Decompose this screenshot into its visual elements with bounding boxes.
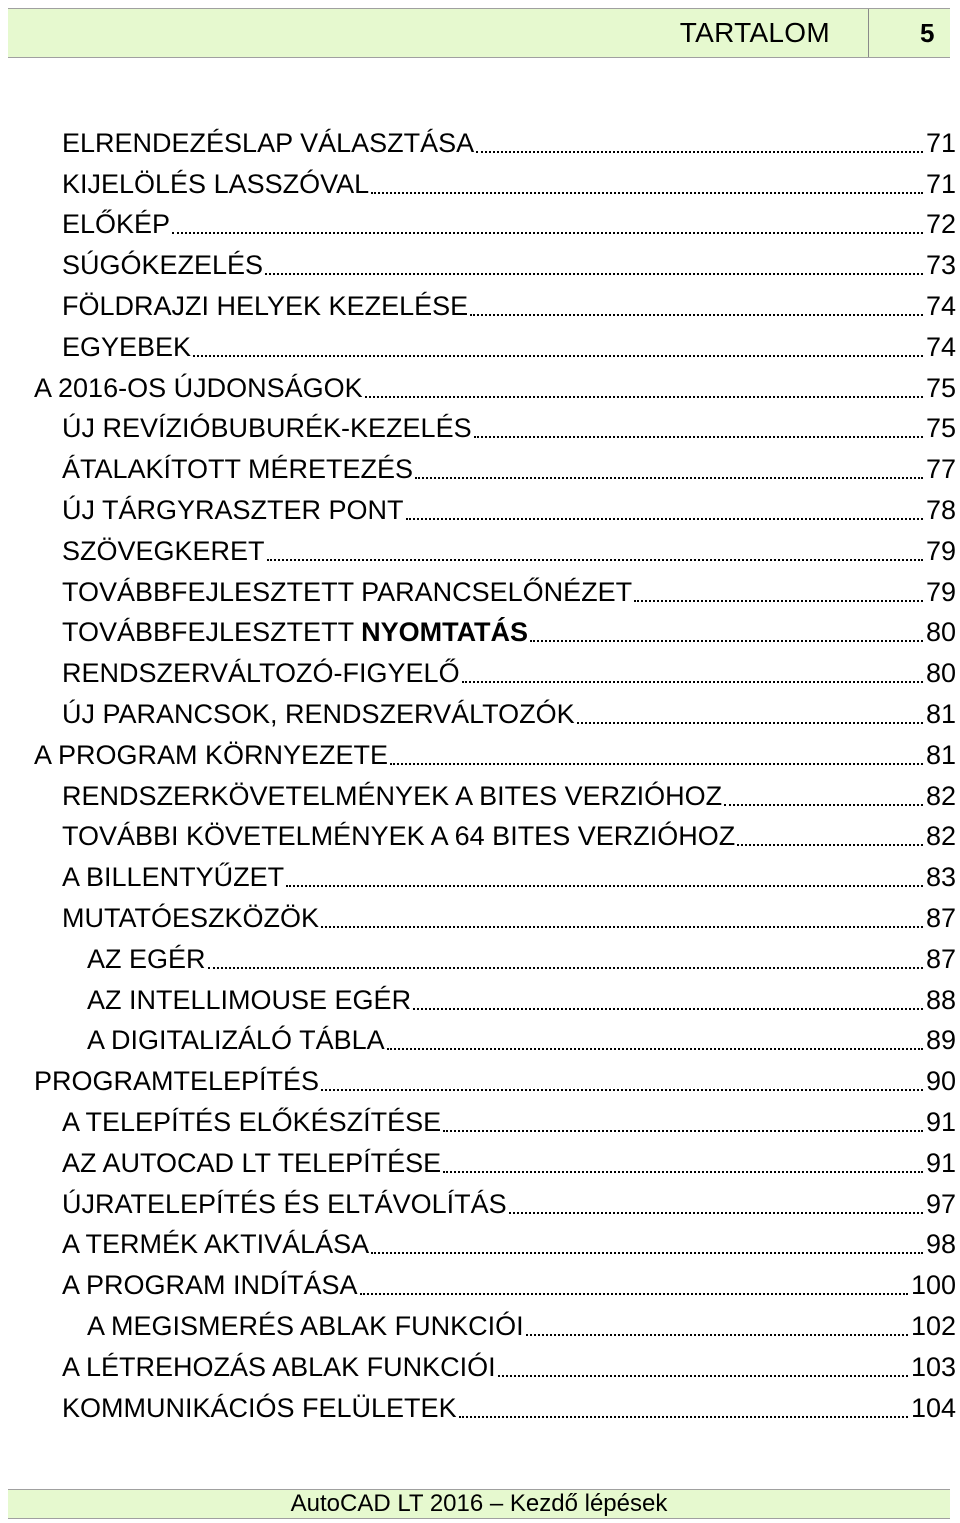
toc-entry-title: ÚJRATELEPÍTÉS ÉS ELTÁVOLÍTÁS	[62, 1188, 507, 1219]
toc-entry-title-bold: NYOMTATÁS	[361, 617, 529, 648]
toc-entry-title: PROGRAMTELEPÍTÉS	[34, 1066, 320, 1097]
toc-entry-page: 81	[925, 739, 956, 770]
toc-entry[interactable]	[0, 817, 960, 858]
toc-entry[interactable]	[0, 286, 960, 327]
dot-leader	[208, 967, 923, 969]
dot-leader	[371, 1252, 923, 1254]
toc-entry-page: 102	[910, 1311, 956, 1341]
toc-entry-title: TOVÁBBFEJLESZTETT NYOMTATÁS	[62, 617, 529, 648]
toc-entry-page: 89	[925, 1025, 956, 1056]
footer-text: AutoCAD LT 2016 – Kezdő lépések	[290, 1490, 668, 1517]
dot-leader	[371, 192, 923, 194]
toc-entry-page: 80	[925, 617, 956, 648]
toc-entry[interactable]	[0, 613, 960, 654]
toc-entry-page: 72	[925, 209, 956, 240]
toc-entry-title: TOVÁBBI KÖVETELMÉNYEK A 64 BITES VERZIÓHOZ	[62, 821, 736, 852]
toc-entry[interactable]	[0, 205, 960, 246]
toc-entry-page: 91	[925, 1147, 956, 1178]
toc-entry-title: AZ INTELLIMOUSE EGÉR	[87, 984, 412, 1015]
dot-leader	[172, 232, 923, 234]
toc-entry-page: 91	[925, 1107, 956, 1138]
toc-entry-title: A 2016-OS ÚJDONSÁGOK	[34, 372, 363, 403]
toc-entry-title: TOVÁBBFEJLESZTETT PARANCSELŐNÉZET	[62, 576, 633, 607]
toc-entry-title: A BILLENTYŰZET	[62, 862, 285, 893]
toc-entry-title: AZ AUTOCAD LT TELEPÍTÉSE	[62, 1147, 442, 1178]
toc-entry[interactable]	[0, 1061, 960, 1102]
toc-entry-title: A PROGRAM INDÍTÁSA	[62, 1270, 358, 1301]
toc-entry-page: 81	[925, 699, 956, 730]
toc-entry[interactable]	[0, 1306, 960, 1347]
toc-entry-title: SZÖVEGKERET	[62, 535, 265, 566]
toc-entry-page: 75	[925, 372, 956, 403]
toc-entry-title: RENDSZERVÁLTOZÓ-FIGYELŐ	[62, 658, 460, 689]
toc-entry[interactable]	[0, 327, 960, 368]
toc-entry-title: ÚJ PARANCSOK, RENDSZERVÁLTOZÓK	[62, 699, 575, 730]
dot-leader	[415, 477, 923, 479]
toc-entry[interactable]	[0, 572, 960, 613]
toc-entry[interactable]	[0, 245, 960, 286]
toc-entry-page: 97	[925, 1188, 956, 1219]
toc-entry-page: 88	[925, 984, 956, 1015]
dot-leader	[470, 314, 923, 316]
toc-entry-page: 100	[910, 1270, 956, 1301]
toc-entry-title: FÖLDRAJZI HELYEK KEZELÉSE	[62, 291, 469, 322]
toc-entry-page: 71	[925, 127, 956, 158]
toc-entry-page: 103	[910, 1351, 956, 1382]
toc-entry-page: 78	[925, 495, 956, 526]
toc-entry[interactable]	[0, 857, 960, 898]
toc-entry-title: MUTATÓESZKÖZÖK	[62, 903, 320, 934]
dot-leader	[724, 804, 923, 806]
toc-entry[interactable]	[0, 490, 960, 531]
toc-entry-page: 87	[925, 943, 956, 974]
page-footer	[8, 1489, 950, 1519]
toc-entry-title: A LÉTREHOZÁS ABLAK FUNKCIÓI	[62, 1351, 496, 1382]
dot-leader	[265, 273, 923, 275]
toc-entry[interactable]	[0, 1265, 960, 1306]
dot-leader	[474, 436, 923, 438]
toc-entry-page: 79	[925, 535, 956, 566]
dot-leader	[365, 396, 923, 398]
toc-entry-page: 74	[925, 331, 956, 362]
toc-entry-title: KOMMUNIKÁCIÓS FELÜLETEK	[62, 1392, 457, 1423]
dot-leader	[634, 600, 923, 602]
toc-entry[interactable]	[0, 1347, 960, 1388]
toc-entry-title: A MEGISMERÉS ABLAK FUNKCIÓI	[87, 1311, 524, 1341]
dot-leader	[443, 1130, 923, 1132]
toc-entry-title: A PROGRAM KÖRNYEZETE	[34, 739, 389, 770]
toc-entry[interactable]	[0, 123, 960, 164]
toc-entry[interactable]	[0, 1143, 960, 1184]
header-title: TARTALOM	[679, 17, 830, 48]
table-of-contents	[0, 123, 960, 1429]
toc-entry-page: 80	[925, 658, 956, 689]
toc-entry-title: ÚJ REVÍZIÓBUBURÉK-KEZELÉS	[62, 413, 472, 444]
dot-leader	[193, 355, 923, 357]
dot-leader	[737, 844, 923, 846]
toc-entry-title: A DIGITALIZÁLÓ TÁBLA	[87, 1025, 385, 1056]
toc-entry-page: 90	[925, 1066, 956, 1097]
dot-leader	[413, 1008, 923, 1010]
toc-entry-title: RENDSZERKÖVETELMÉNYEK A BITES VERZIÓHOZ	[62, 780, 723, 811]
toc-entry-title: A TERMÉK AKTIVÁLÁSA	[62, 1229, 370, 1260]
toc-entry[interactable]	[0, 1225, 960, 1266]
header-page-number: 5	[920, 18, 935, 48]
toc-entry-title: AZ EGÉR	[87, 943, 206, 974]
toc-entry[interactable]	[0, 1184, 960, 1225]
dot-leader	[286, 885, 923, 887]
toc-entry[interactable]	[0, 980, 960, 1021]
dot-leader	[462, 681, 923, 683]
toc-entry-page: 87	[925, 903, 956, 934]
dot-leader	[387, 1048, 923, 1050]
toc-entry[interactable]	[0, 1021, 960, 1062]
dot-leader	[406, 518, 923, 520]
dot-leader	[390, 763, 923, 765]
toc-entry-page: 79	[925, 576, 956, 607]
toc-entry-page: 82	[925, 821, 956, 852]
toc-entry-title: SÚGÓKEZELÉS	[62, 250, 264, 281]
toc-entry-page: 104	[910, 1392, 956, 1423]
dot-leader	[526, 1334, 908, 1336]
dot-leader	[459, 1416, 908, 1418]
toc-entry[interactable]	[0, 939, 960, 980]
toc-entry-title: ÁTALAKÍTOTT MÉRETEZÉS	[62, 454, 414, 485]
toc-entry-page: 73	[925, 250, 956, 281]
toc-entry-page: 71	[925, 168, 956, 199]
toc-entry-title: EGYEBEK	[62, 331, 192, 362]
dot-leader	[509, 1212, 923, 1214]
toc-entry-page: 77	[925, 454, 956, 485]
header-divider	[868, 9, 869, 57]
dot-leader	[498, 1375, 908, 1377]
toc-entry-title: KIJELÖLÉS LASSZÓVAL	[62, 168, 370, 199]
toc-entry-page: 74	[925, 291, 956, 322]
toc-entry[interactable]	[0, 735, 960, 776]
dot-leader	[321, 1089, 923, 1091]
toc-entry-title: ELŐKÉP	[62, 209, 171, 240]
toc-entry[interactable]	[0, 368, 960, 409]
toc-entry[interactable]	[0, 653, 960, 694]
toc-entry[interactable]	[0, 1388, 960, 1429]
toc-entry[interactable]	[0, 776, 960, 817]
dot-leader	[577, 722, 923, 724]
dot-leader	[360, 1293, 908, 1295]
toc-entry[interactable]	[0, 1102, 960, 1143]
toc-entry-page: 98	[925, 1229, 956, 1260]
dot-leader	[321, 926, 923, 928]
toc-entry-title: ÚJ TÁRGYRASZTER PONT	[62, 495, 404, 526]
toc-entry[interactable]	[0, 898, 960, 939]
toc-entry[interactable]	[0, 694, 960, 735]
toc-entry[interactable]	[0, 164, 960, 205]
page-header	[8, 8, 950, 58]
toc-entry-title: ELRENDEZÉSLAP VÁLASZTÁSA	[62, 127, 475, 158]
toc-entry[interactable]	[0, 449, 960, 490]
toc-entry-title: A TELEPÍTÉS ELŐKÉSZÍTÉSE	[62, 1107, 442, 1138]
toc-entry-page: 75	[925, 413, 956, 444]
dot-leader	[476, 151, 923, 153]
toc-entry-page: 82	[925, 780, 956, 811]
toc-entry[interactable]	[0, 409, 960, 450]
toc-entry-page: 83	[925, 862, 956, 893]
dot-leader	[530, 640, 923, 642]
dot-leader	[267, 559, 923, 561]
toc-entry[interactable]	[0, 531, 960, 572]
dot-leader	[443, 1171, 923, 1173]
